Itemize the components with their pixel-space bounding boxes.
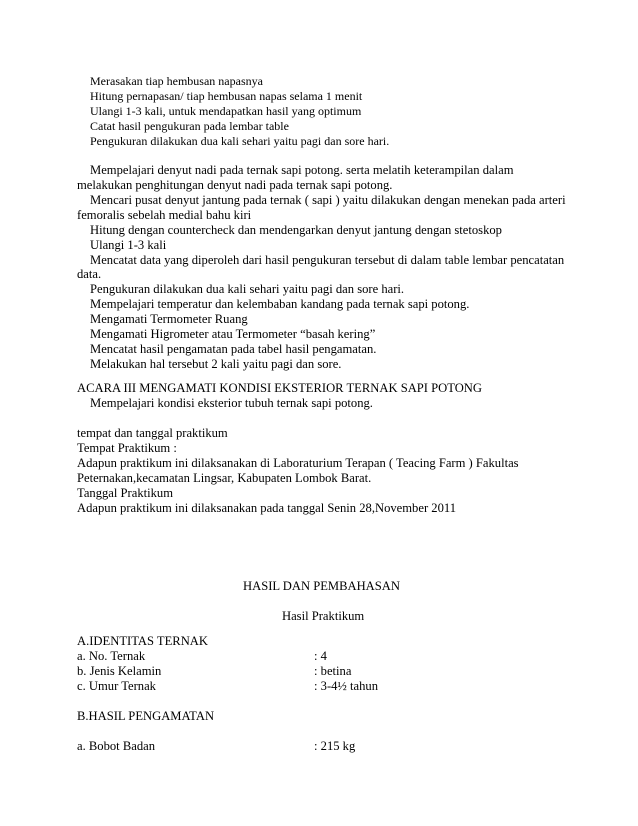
text-line: Mencatat hasil pengamatan pada tabel hasil pengamatan. (90, 342, 377, 356)
text-line: melakukan penghitungan denyut nadi pada ternak sapi potong. (77, 178, 393, 192)
text-line: Ulangi 1-3 kali (90, 238, 167, 252)
identitas-title: A.IDENTITAS TERNAK (77, 634, 208, 648)
text-line: Mencari pusat denyut jantung pada ternak ( sapi ) yaitu dilakukan dengan menekan pada arteri (90, 193, 566, 207)
text-line: femoralis sebelah medial bahu kiri (77, 208, 252, 222)
text-line: Mengamati Higrometer atau Termometer “basah kering” (90, 327, 376, 341)
text-line: tempat dan tanggal praktikum (77, 426, 228, 440)
text-line: data. (77, 267, 102, 281)
text-line: Mempelajari temperatur dan kelembaban kandang pada ternak sapi potong. (90, 297, 470, 311)
results-heading: HASIL DAN PEMBAHASAN (243, 579, 400, 593)
pengamatan-title: B.HASIL PENGAMATAN (77, 709, 215, 723)
identitas-row (77, 679, 379, 694)
identitas-row (77, 664, 352, 679)
text-line: Mencatat data yang diperoleh dari hasil pengukuran tersebut di dalam table lembar pencatatan (90, 253, 565, 267)
text-line: Pengukuran dilakukan dua kali sehari yaitu pagi dan sore hari. (90, 134, 390, 148)
text-line: Pengukuran dilakukan dua kali sehari yaitu pagi dan sore hari. (90, 282, 405, 296)
text-line: Catat hasil pengukuran pada lembar table (90, 119, 289, 133)
row-label: a. No. Ternak (77, 649, 146, 663)
text-line: Melakukan hal tersebut 2 kali yaitu pagi dan sore. (90, 357, 342, 371)
pengamatan-row (77, 739, 356, 754)
row-value: : 215 kg (314, 739, 356, 753)
row-value: : 4 (314, 649, 327, 663)
text-line: Mempelajari denyut nadi pada ternak sapi potong. serta melatih keterampilan dalam (90, 163, 514, 177)
text-line: Mempelajari kondisi eksterior tubuh ternak sapi potong. (90, 396, 373, 410)
text-line: Tempat Praktikum : (77, 441, 177, 455)
text-line: Adapun praktikum ini dilaksanakan di Laboraturium Terapan ( Teacing Farm ) Fakultas (77, 456, 519, 470)
text-line: Adapun praktikum ini dilaksanakan pada tanggal Senin 28,November 2011 (77, 501, 457, 515)
results-subheading: Hasil Praktikum (282, 609, 365, 623)
row-label: b. Jenis Kelamin (77, 664, 162, 678)
row-label: a. Bobot Badan (77, 739, 155, 753)
identitas-row (77, 649, 327, 664)
text-line: Peternakan,kecamatan Lingsar, Kabupaten Lombok Barat. (77, 471, 372, 485)
row-value: : betina (314, 664, 352, 678)
text-line: Merasakan tiap hembusan napasnya (90, 74, 263, 88)
text-line: Hitung pernapasan/ tiap hembusan napas selama 1 menit (90, 89, 363, 103)
text-line: Mengamati Termometer Ruang (90, 312, 248, 326)
row-value: : 3-4½ tahun (314, 679, 379, 693)
section-heading: ACARA III MENGAMATI KONDISI EKSTERIOR TERNAK SAPI POTONG (77, 381, 482, 395)
row-label: c. Umur Ternak (77, 679, 156, 693)
text-line: Hitung dengan countercheck dan mendengarkan denyut jantung dengan stetoskop (90, 223, 502, 237)
text-line: Tanggal Praktikum (77, 486, 174, 500)
text-line: Ulangi 1-3 kali, untuk mendapatkan hasil yang optimum (90, 104, 362, 118)
